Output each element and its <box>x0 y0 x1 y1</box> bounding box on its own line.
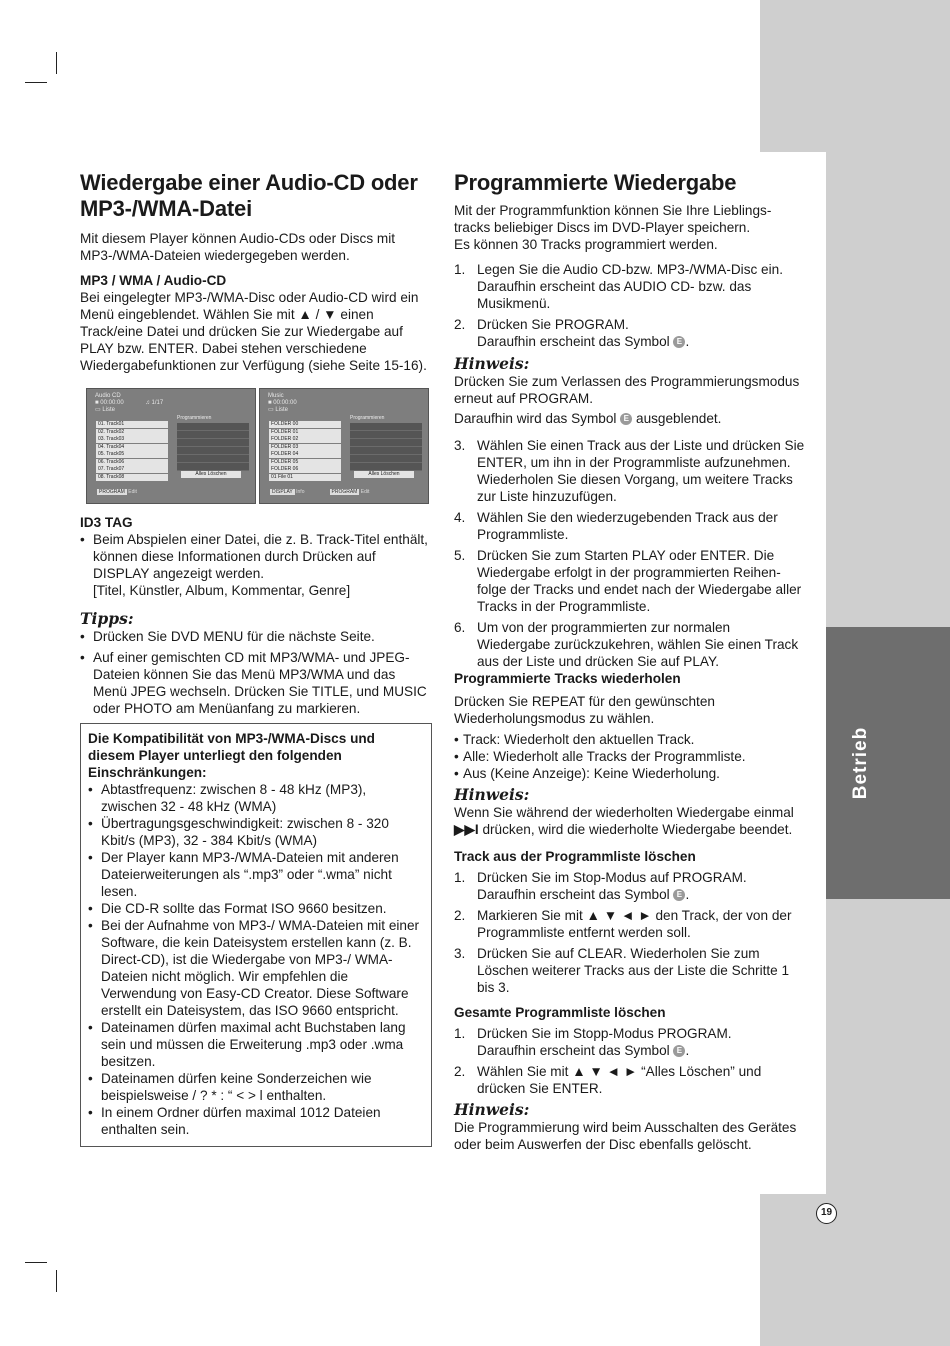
hinweis-text: Drücken Sie zum Verlassen des Programmierungsmodus erneut auf PROGRAM. <box>454 374 800 406</box>
repeat-item: • Alle: Wiederholt alle Tracks der Programmliste. <box>454 748 806 765</box>
clear-all-button: Alles Löschen <box>181 471 241 478</box>
tip-item: • Auf einer gemischten CD mit MP3/WMA- und JPEG-Dateien können Sie das Menü MP3/WMA und das Menü JPEG wechseln. Drücken Sie TITLE, und MUSIC oder PHOTO am Menüanfang zu markieren. <box>80 649 432 717</box>
program-list-box <box>177 423 249 471</box>
compat-list <box>88 781 425 1138</box>
compat-item: • Abtastfrequenz: zwischen 8 - 48 kHz (MP3), zwischen 32 - 48 kHz (WMA) <box>88 781 425 815</box>
compatibility-box <box>80 723 432 1147</box>
track-row: 06. Track06 <box>96 459 168 466</box>
step-item: 4. Wählen Sie den wiederzugebenden Track aus der Programmliste. <box>454 510 778 542</box>
step-item: 2. Markieren Sie mit ▲ ▼ ◄ ► den Track, der von der Programmliste entfernt werden soll. <box>454 908 792 940</box>
file-row: 01 File 01 <box>269 474 341 481</box>
compat-item: • Der Player kann MP3-/WMA-Dateien mit anderen Dateierweiterungen als “.mp3” oder “.wma” nicht lesen. <box>88 849 425 900</box>
compat-item: • Bei der Aufnahme von MP3-/ WMA-Dateien mit einer Software, die kein Dateisystem erstellen kann (z. B. Direct-CD), ist die Wiedergabe von MP3-/ WMA-Dateien nicht möglich. Wir empfehlen die Verwendung von Easy-CD Creator. Diese Software erstellt ein Dateisystem, das ISO 9660 entspricht. <box>88 917 425 1019</box>
program-list-box <box>350 423 422 471</box>
folder-row: FOLDER 01 <box>269 429 341 436</box>
hinweis-text: Die Programmierung wird beim Ausschalten des Gerätes oder beim Auswerfen der Disc ebenfalls gelöscht. <box>454 1120 797 1152</box>
delete-heading: Track aus der Programmliste löschen <box>454 849 696 864</box>
track-row: 07. Track07 <box>96 466 168 473</box>
step-item: 1. Drücken Sie im Stop-Modus auf PROGRAM. Daraufhin erscheint das Symbol E . <box>454 870 747 902</box>
hinweis-text: Wenn Sie während der wiederholten Wiedergabe einmal ▶▶I drücken, wird die wiederholte Wiedergabe beendet. <box>454 805 794 837</box>
step-item: 2. Wählen Sie mit ▲ ▼ ◄ ► “Alles Löschen” und drücken Sie ENTER. <box>454 1064 762 1096</box>
hinweis-heading: Hinweis: <box>454 785 530 804</box>
track-row: 04. Track04 <box>96 444 168 451</box>
side-panel-top <box>760 0 950 152</box>
program-symbol-icon: E <box>673 336 685 348</box>
hinweis-heading: Hinweis: <box>454 1100 530 1119</box>
tips-heading: Tipps: <box>80 609 134 628</box>
hinweis-text: Daraufhin wird das Symbol E ausgeblendet. <box>454 411 722 426</box>
left-title: Wiedergabe einer Audio-CD oder MP3-/WMA-Datei <box>80 170 418 221</box>
compat-item: • Dateinamen dürfen keine Sonderzeichen wie beispielsweise / ? * : “ < > l enthalten. <box>88 1070 425 1104</box>
step-item: 6. Um von der programmierten zur normalen Wiedergabe zurückzukehren, wählen Sie einen Track aus der Liste und drücken Sie auf PLAY. <box>454 620 799 669</box>
id3-heading: ID3 TAG <box>80 515 133 530</box>
compat-heading: Die Kompatibilität von MP3-/WMA-Discs und diesem Player unterliegt den folgenden Einschränkungen: <box>88 731 375 780</box>
step-item: 5. Drücken Sie zum Starten PLAY oder ENTER. Die Wiedergabe erfolgt in der programmierten Reihen-folge der Tracks und endet nach der Wiedergabe aller Tracks in der Programmliste. <box>454 548 802 614</box>
mp3-heading: MP3 / WMA / Audio-CD <box>80 273 227 288</box>
hinweis-heading: Hinweis: <box>454 354 530 373</box>
step-item: 2. Drücken Sie PROGRAM. Daraufhin erscheint das Symbol E . <box>454 317 690 349</box>
compat-item: • Die CD-R sollte das Format ISO 9660 besitzen. <box>88 900 425 917</box>
step-item: 3. Drücken Sie auf CLEAR. Wiederholen Sie zum Löschen weiterer Tracks aus der Liste die Schritte 1 bis 3. <box>454 946 790 995</box>
repeat-item: • Track: Wiederholt den aktuellen Track. <box>454 731 806 748</box>
folder-row: FOLDER 04 <box>269 451 341 458</box>
program-symbol-icon: E <box>673 1045 685 1057</box>
compat-item: • Übertragungsgeschwindigkeit: zwischen 8 - 320 Kbit/s (MP3), 32 - 384 Kbit/s (WMA) <box>88 815 425 849</box>
repeat-heading: Programmierte Tracks wiederholen <box>454 671 681 686</box>
step-item: 3. Wählen Sie einen Track aus der Liste und drücken Sie ENTER, um ihn in der Programmliste aufzunehmen. Wiederholen Sie diesen Vorgang, um weitere Tracks zur Liste hinzuzufügen. <box>454 438 805 504</box>
track-row: 08. Track08 <box>96 474 168 481</box>
steps-list-b <box>454 437 806 670</box>
folder-list <box>269 421 341 481</box>
deleteall-steps <box>454 1025 806 1097</box>
deleteall-heading: Gesamte Programmliste löschen <box>454 1005 666 1020</box>
tips-list <box>80 628 432 717</box>
right-column <box>454 170 806 1153</box>
program-symbol-icon: E <box>620 413 632 425</box>
folder-row: FOLDER 00 <box>269 421 341 428</box>
compat-item: • Dateinamen dürfen maximal acht Buchstaben lang sein und müssen die Erweiterung .mp3 oder .wma besitzen. <box>88 1019 425 1070</box>
compat-item: • In einem Ordner dürfen maximal 1012 Dateien enthalten sein. <box>88 1104 425 1138</box>
menu-screenshots <box>86 388 432 504</box>
program-symbol-icon: E <box>673 889 685 901</box>
crop-mark <box>56 52 57 74</box>
audio-cd-menu-screenshot: Audio CD ■ 00:00:00 ♫ 1/17 ▭ Liste Programmieren 01. Track01 02. Track02 03. Track03 04. Track04 05. Track05 06. Track06 07. Track07 08. Track08 Alles Löschen PROGRAM Edit <box>86 388 256 504</box>
crop-mark <box>25 82 47 83</box>
skip-forward-icon: ▶▶I <box>454 822 479 837</box>
clear-all-button: Alles Löschen <box>354 471 414 478</box>
side-panel-bottom <box>760 1194 950 1346</box>
left-intro: Mit diesem Player können Audio-CDs oder Discs mit MP3-/WMA-Dateien wiedergegeben werden. <box>80 231 396 263</box>
mp3-text: Bei eingelegter MP3-/WMA-Disc oder Audio-CD wird ein Menü eingeblendet. Wählen Sie mit ▲ / ▼ einen Track/eine Datei und drücken Sie zur Wiedergabe auf PLAY bzw. ENTER. Dabei stehen verschiedene Wiedergabefunktionen zur Verfügung (siehe Seite 15-16). <box>80 290 427 373</box>
folder-row: FOLDER 06 <box>269 466 341 473</box>
folder-row: FOLDER 02 <box>269 436 341 443</box>
id3-list <box>80 531 432 599</box>
track-row: 01. Track01 <box>96 421 168 428</box>
crop-mark <box>56 1270 57 1292</box>
folder-row: FOLDER 03 <box>269 444 341 451</box>
left-column <box>80 170 432 1147</box>
repeat-text: Drücken Sie REPEAT für den gewünschten Wiederholungsmodus zu wählen. <box>454 694 715 726</box>
right-title: Programmierte Wiedergabe <box>454 170 737 195</box>
right-intro-1: Mit der Programmfunktion können Sie Ihre Lieblings-tracks beliebiger Discs im DVD-Player speichern. <box>454 203 772 235</box>
step-item: 1. Drücken Sie im Stopp-Modus PROGRAM. Daraufhin erscheint das Symbol E . <box>454 1026 732 1058</box>
section-tab-label: Betrieb <box>850 726 871 800</box>
repeat-item: • Aus (Keine Anzeige): Keine Wiederholung. <box>454 765 806 782</box>
right-intro-2: Es können 30 Tracks programmiert werden. <box>454 237 718 252</box>
music-menu-screenshot: Music ■ 00:00:00 ▭ Liste Programmieren FOLDER 00 FOLDER 01 FOLDER 02 FOLDER 03 FOLDER 04 FOLDER 05 FOLDER 06 01 File 01 Alles Löschen DISPLAY Info PROGRAM Edit <box>259 388 429 504</box>
delete-steps <box>454 869 806 996</box>
id3-item: • Beim Abspielen einer Datei, die z. B. Track-Titel enthält, können diese Informationen durch Drücken auf DISPLAY angezeigt werden. [Titel, Künstler, Album, Kommentar, Genre] <box>80 531 432 599</box>
track-row: 03. Track03 <box>96 436 168 443</box>
step-item: 1. Legen Sie die Audio CD-bzw. MP3-/WMA-Disc ein. Daraufhin erscheint das AUDIO CD- bzw. das Musikmenü. <box>454 262 783 311</box>
crop-mark <box>25 1262 47 1263</box>
folder-row: FOLDER 05 <box>269 459 341 466</box>
steps-list-a <box>454 261 806 350</box>
tip-item: • Drücken Sie DVD MENU für die nächste Seite. <box>80 628 432 645</box>
track-row: 05. Track05 <box>96 451 168 458</box>
repeat-list <box>454 731 806 782</box>
track-list <box>96 421 168 481</box>
track-row: 02. Track02 <box>96 429 168 436</box>
page-number: 19 <box>816 1203 837 1224</box>
